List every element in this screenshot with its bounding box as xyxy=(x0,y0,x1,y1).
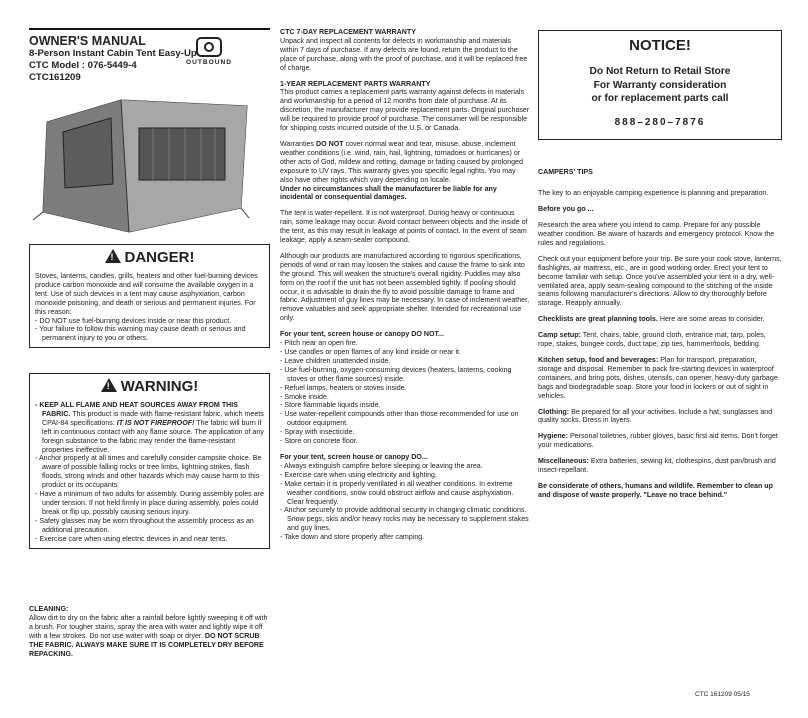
list-item: - Pitch near an open fire. xyxy=(280,339,358,348)
cleaning-text: Allow dirt to dry on the fabric after a rainfall before lightly sweeping it off with a brush. For tougher stains, spray the area with water and lightly wipe it off with a few strokes. Do not use water with soap or dryer. DO NOT SCRUB THE FABRIC. ALWAYS MAKE SURE IT IS COMPLETELY DRY BEFORE REPACKING. xyxy=(29,613,268,658)
warning-lead: - KEEP ALL FLAME AND HEAT SOURCES AWAY FROM THIS FABRIC. This product is made with flame-resistant fabric, which meets CPAI-84 specifications. IT IS NOT FIREPROOF! The fabric will burn if left in continuous contact with any flame source. The application of any foreign substance to the fabric may render the flame-resistant properties ineffective. xyxy=(35,401,264,454)
tent-illustration xyxy=(29,92,250,234)
tips-kitchen: Kitchen setup, food and beverages: Plan for transport, preparation, storage and disposal. Remember to pack fire-starting devices in waterproof containers, and bring pots, dishes, utensils, can opener, heavy-duty garbage bags and biodegradable soap. Store your food in lockers or out of sight in vehicles. xyxy=(538,356,778,400)
do-not-list xyxy=(280,339,530,446)
warning-bullet: - Anchor properly at all times and carefully consider campsite choice. Be aware of possible falling rocks or tree limbs, lightning strikes, flash floods, strong winds and other hazards which may cause harm to this product or its occupants. xyxy=(35,454,262,490)
model-number: CTC Model : 076-5449-4 xyxy=(29,60,137,71)
water-repellent-text: The tent is water-repellent. It is not waterproof. During heavy or continuous rain, some leakage may occur. Avoid contact between objects and the inside of the tent, as this may result in leakage at points of contact. In the event of seam leakage, apply a seam-sealer compound. xyxy=(280,209,528,245)
weather-text: Although our products are manufactured according to rigorous specifications, periods of wind or rain may loosen the stakes and cause the frame to sink into the ground. This will weaken the structure's overall rigidity. Puddles may also form on the roof if the unit has not been assembled tightly. If pooling should occur, it is advisable to drain the fly to avoid possible damage to frame and fabric. Adjustment of guy lines may be necessary. In case of inclement weather, remove valuables and seek appropriate shelter. Intended for recreational use only. xyxy=(280,251,530,323)
warning-title: WARNING! xyxy=(120,378,199,395)
danger-bullet: - Your failure to follow this warning may cause death or serious and permanent injury to you or others. xyxy=(35,325,246,343)
warranty-1year-title: 1-YEAR REPLACEMENT PARTS WARRANTY xyxy=(280,79,431,88)
danger-warning-icon xyxy=(105,249,121,263)
warranty-7day-text: Unpack and inspect all contents for defects in workmanship and materials within 7 days of purchase. If any defects are found, return the product to the place of purchase, along with the proof of purchase, and it will be replaced free of charge. xyxy=(280,36,528,72)
notice-line: For Warranty consideration xyxy=(593,79,727,91)
tips-title: CAMPERS' TIPS xyxy=(538,168,593,177)
notice-title: NOTICE! xyxy=(629,37,691,54)
phone-number: 888–280–7876 xyxy=(614,116,706,128)
tips-checklists: Checklists are great planning tools. Here are some areas to consider. xyxy=(538,315,765,324)
list-item: - Store on concrete floor. xyxy=(280,437,358,446)
do-title: For your tent, screen house or canopy DO... xyxy=(280,452,428,461)
list-item: - Smoke inside. xyxy=(280,392,329,401)
list-item: - Make certain it is properly ventilated in all weather conditions. In extreme weather conditions, snow could obstruct airflow and cause asphyxiation. Clear frequently. xyxy=(280,479,514,506)
tips-column xyxy=(538,30,782,500)
footer-code: CTC 161209 05/15 xyxy=(695,691,750,698)
do-list xyxy=(280,462,530,542)
brand-logo xyxy=(178,37,240,66)
warranty-7day-title: CTC 7-DAY REPLACEMENT WARRANTY xyxy=(280,28,416,36)
tips-misc: Miscellaneous: Extra batteries, sewing kit, clothespins, dust pan/brush and insect-repellant. xyxy=(538,457,776,475)
danger-title: DANGER! xyxy=(124,249,195,266)
list-item: - Store flammable liquids inside. xyxy=(280,401,381,410)
list-item: - Anchor securely to provide additional security in changing climatic conditions. Snow pegs, skis and/or heavy rocks may be necessary to supplement stakes and guy lines. xyxy=(280,506,529,533)
notice-box xyxy=(538,30,782,140)
list-item: - Refuel lamps, heaters or stoves inside. xyxy=(280,383,407,392)
cleaning-section xyxy=(29,605,270,658)
tips-equipment: Check out your equipment before your trip. Be sure your cook stove, lanterns, flashlights, air mattress, etc., are in good working order. Erect your tent to become familiar with setup. Once you've assembled your tent in a dry, well-ventilated area, apply seam-sealing compound to the stitching of the inside seams following manufacturer's directions. Allow to dry thoroughly before storage. Reapply annually. xyxy=(538,254,782,308)
before-you-go: Before you go ... xyxy=(538,205,594,214)
warranty-column xyxy=(280,28,530,542)
list-item: - Leave children unattended inside. xyxy=(280,356,391,365)
tips-camp-setup: Camp setup: Tent, chairs, table, ground cloth, entrance mat, tarp, poles, rope, stakes, bungee cords, duct tape, zip ties, hammer/tools, bedding. xyxy=(538,331,766,349)
warning-box xyxy=(29,373,270,549)
list-item: - Use fuel-burning, oxygen-consuming devices (heaters, lanterns, cooking stoves or other flame sources) inside. xyxy=(280,365,512,383)
tips-closing: Be considerate of others, humans and wildlife. Remember to clean up and dispose of waste properly. "Leave no trace behind." xyxy=(538,481,773,499)
tips-clothing: Clothing: Be prepared for all your activities. Include a hat, sunglasses and quality socks. Dress in layers. xyxy=(538,407,773,425)
warning-bullet: - Exercise care when using electric devices in and near tents. xyxy=(35,534,228,543)
warning-bullet: - Safety glasses may be worn throughout the assembly process as an additional precaution. xyxy=(35,516,254,534)
outbound-logo-icon xyxy=(196,37,222,57)
notice-line: or for replacement parts call xyxy=(591,93,729,104)
product-name: 8-Person Instant Cabin Tent Easy-Up xyxy=(29,48,197,59)
list-item: - Spray with insecticide. xyxy=(280,428,355,437)
tips-research: Research the area where you intend to camp. Prepare for any possible weather condition. Be aware of hazards and emergency protocol. Know the rules and regulations. xyxy=(538,221,775,247)
warranty-exclusions: Warranties DO NOT cover normal wear and tear, misuse, abuse, inclement weather conditions (i.e. wind, rain, hail, lightning, tornadoes or hurricanes) or other acts of God, mildew and rotting, damage or fading caused by prolonged exposure to UV rays. This warranty gives you specific legal rights. You may also have other rights which vary depending on locale. Under no circumstances shall the manufacturer be liable for any incidental or consequential damages. xyxy=(280,139,523,202)
tips-hygiene: Hygiene: Personal toiletries, rubber gloves, basic first aid items. Don't forget your medications. xyxy=(538,432,778,450)
list-item: - Use candles or open flames of any kind inside or near it. xyxy=(280,348,461,356)
list-item: - Use water-repellent compounds other than those recommended for use on outdoor equipment. xyxy=(280,410,519,428)
list-item: - Take down and store properly after camping. xyxy=(280,533,425,542)
warranty-1year-text: This product carries a replacement parts warranty against defects in materials and workmanship for a period of 12 months from date of purchase. At its discretion, the manufacturer may provide replacement parts. Original purchaser will be required to provide proof of purchase. The consumer will be responsible for shipping costs incurred outside of the U.S. or Canada. xyxy=(280,88,530,133)
list-item: - Exercise care when using electricity and lighting. xyxy=(280,470,437,479)
do-not-title: For your tent, screen house or canopy DO NOT... xyxy=(280,330,444,339)
cleaning-title: CLEANING: xyxy=(29,605,69,613)
danger-bullet: - DO NOT use fuel-burning devices inside or near this product. xyxy=(35,316,232,325)
warning-triangle-icon xyxy=(101,378,117,392)
notice-line: Do Not Return to Retail Store xyxy=(589,66,731,77)
tips-intro: The key to an enjoyable camping experience is planning and preparation. xyxy=(538,189,769,198)
danger-text: Stoves, lanterns, candles, grills, heaters and other fuel-burning devices produce carbon monoxide and will consume the available oxygen in a tent. Use of such devices in a tent may cause asphyxiation, carbon monoxide poisoning, and death or serious and permanent injuries. For this reason: xyxy=(35,272,258,316)
product-code: CTC161209 xyxy=(29,72,81,83)
brand-name: OUTBOUND xyxy=(185,59,233,66)
danger-box xyxy=(29,244,270,348)
list-item: - Always extinguish campfire before sleeping or leaving the area. xyxy=(280,461,483,470)
manual-title: OWNER'S MANUAL xyxy=(29,34,146,48)
warning-bullet: - Have a minimum of two adults for assembly. During assembly poles are under tension. If not held firmly in place during assembly, poles could break or flip up, possibly causing serious injury. xyxy=(35,490,264,516)
